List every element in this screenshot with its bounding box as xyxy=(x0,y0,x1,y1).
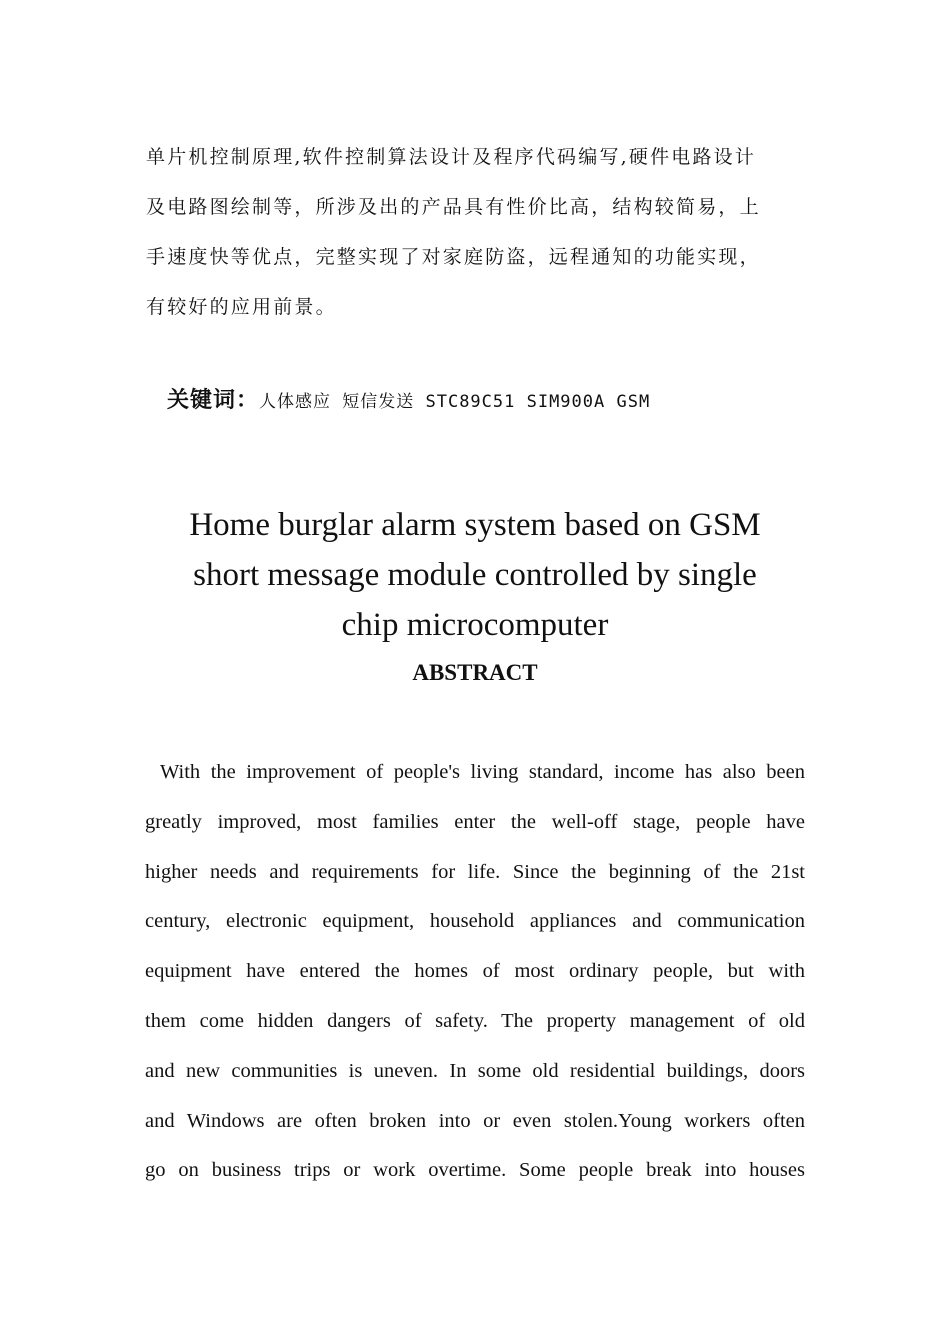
english-title-line: short message module controlled by single xyxy=(193,557,757,593)
english-abstract-line: greatly improved, most families enter the well-off stage, people have xyxy=(145,810,805,833)
english-title xyxy=(120,500,830,650)
english-title-line: chip microcomputer xyxy=(341,607,609,643)
abstract-heading: ABSTRACT xyxy=(412,660,538,685)
chinese-abstract-line: 及电路图绘制等，所涉及出的产品具有性价比高，结构较简易，上 xyxy=(146,196,761,218)
english-abstract-line: equipment have entered the homes of most ordinary people, but with xyxy=(145,960,805,983)
english-abstract-paragraph xyxy=(145,748,805,1196)
keywords-values: 人体感应 短信发送 STC89C51 SIM900A GSM xyxy=(259,392,651,412)
chinese-abstract-paragraph xyxy=(146,132,806,332)
english-abstract-line: them come hidden dangers of safety. The property management of old xyxy=(145,1009,805,1032)
english-title-line: Home burglar alarm system based on GSM xyxy=(189,507,761,543)
chinese-abstract-line: 手速度快等优点，完整实现了对家庭防盗，远程通知的功能实现， xyxy=(146,246,761,268)
english-abstract-line: and Windows are often broken into or even stolen.Young workers often xyxy=(145,1109,805,1132)
chinese-abstract-line: 有较好的应用前景。 xyxy=(146,296,337,318)
english-abstract-line: go on business trips or work overtime. Some people break into houses xyxy=(145,1159,805,1182)
english-abstract-line: century, electronic equipment, household appliances and communication xyxy=(145,910,805,933)
english-abstract-line: higher needs and requirements for life. Since the beginning of the 21st xyxy=(145,860,805,883)
keywords-label: 关键词： xyxy=(167,388,260,413)
chinese-abstract-line: 单片机控制原理,软件控制算法设计及程序代码编写,硬件电路设计 xyxy=(146,146,757,168)
english-abstract-line: and new communities is uneven. In some old residential buildings, doors xyxy=(145,1059,805,1082)
keywords-line xyxy=(167,383,650,414)
english-abstract-line: With the improvement of people's living standard, income has also been xyxy=(160,761,805,783)
